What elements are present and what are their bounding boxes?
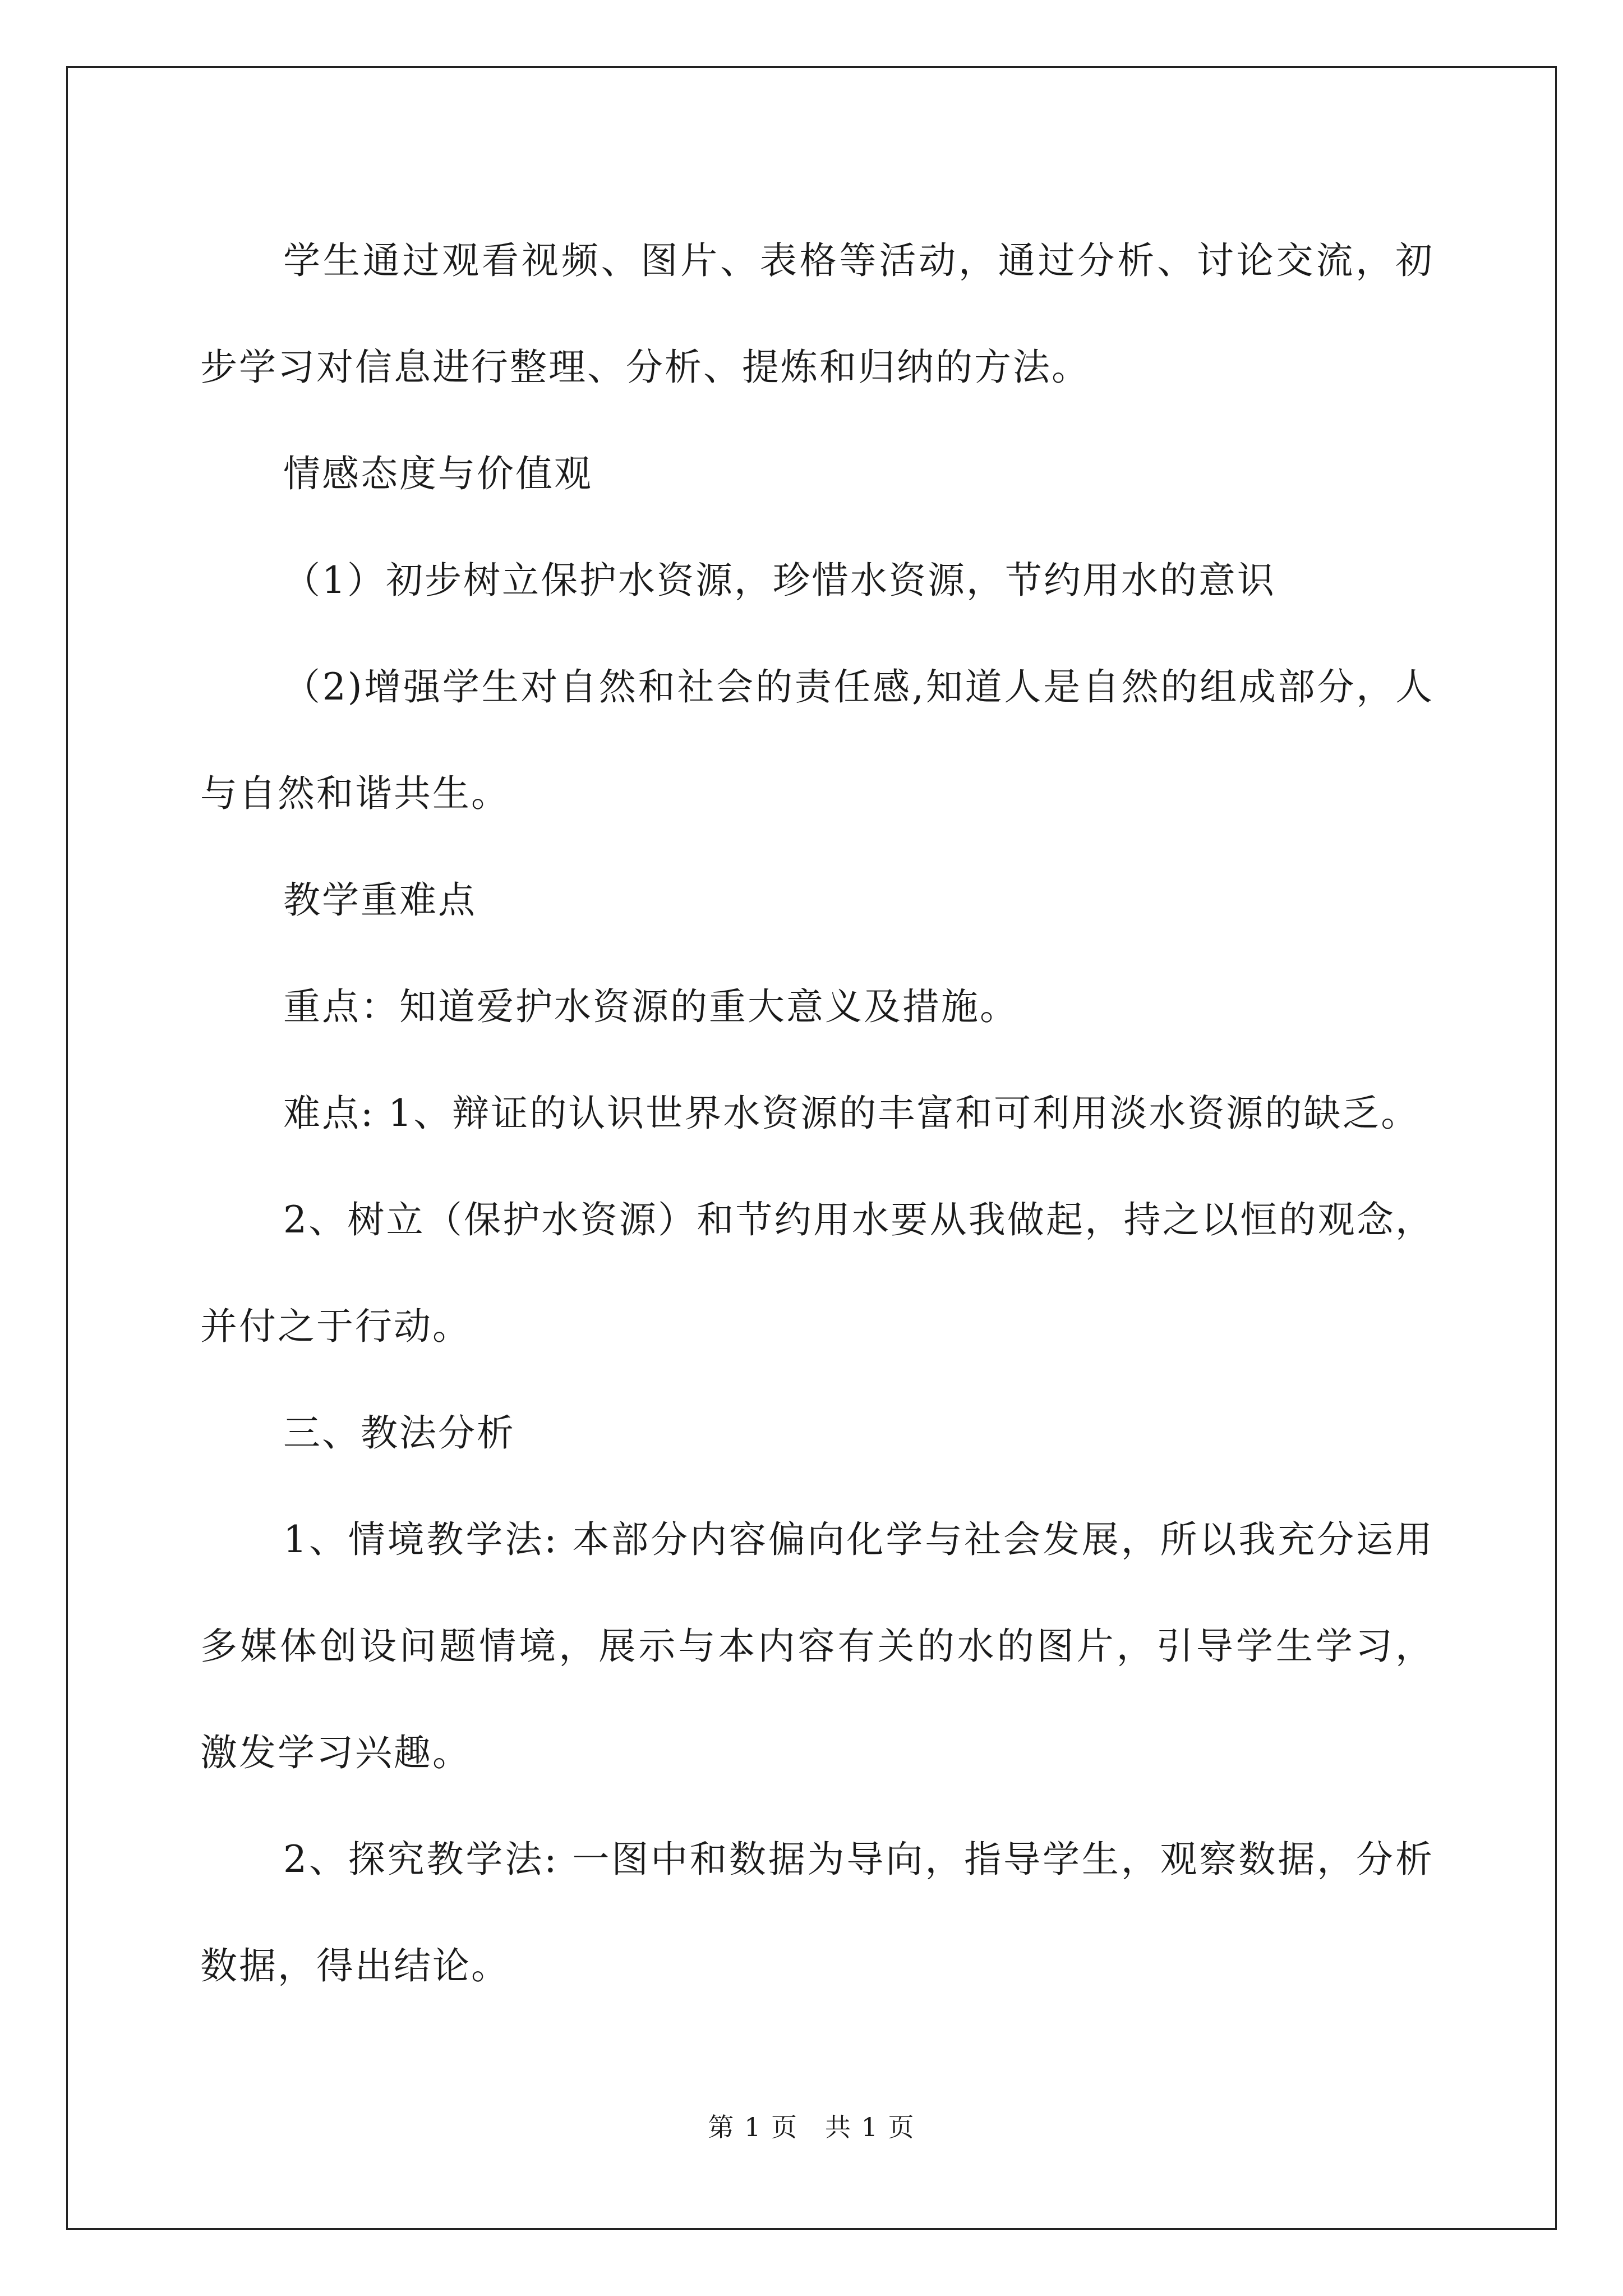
heading-teaching-method-analysis: 三、教法分析 <box>283 1411 515 1455</box>
paragraph-key-point: 重点：知道爱护水资源的重大意义及措施。 <box>283 985 1018 1028</box>
paragraph-goal-1: （1）初步树立保护水资源，珍惜水资源，节约用水的意识 <box>283 559 1276 602</box>
heading-key-difficult-points: 教学重难点 <box>283 878 477 922</box>
paragraph-goal-2: （2)增强学生对自然和社会的责任感,知道人是自然的组成部分，人与自然和谐共生。 <box>200 665 1434 815</box>
page-number-footer: 第 1 页 共 1 页 <box>708 2112 915 2142</box>
document-body <box>200 208 1434 2019</box>
paragraph-difficult-point-1: 难点: 1、辩证的认识世界水资源的丰富和可利用淡水资源的缺乏。 <box>283 1092 1420 1135</box>
paragraph-method-inquiry: 2、探究教学法: 一图中和数据为导向，指导学生，观察数据，分析数据，得出结论。 <box>200 1838 1434 1987</box>
paragraph-method-situational: 1、情境教学法: 本部分内容偏向化学与社会发展，所以我充分运用多媒体创设问题情境，展示与本内容有关的水的图片，引导学生学习，激发学习兴趣。 <box>200 1518 1434 1774</box>
heading-emotion-attitude-values: 情感态度与价值观 <box>283 452 593 495</box>
paragraph-process-method: 学生通过观看视频、图片、表格等活动，通过分析、讨论交流，初步学习对信息进行整理、分析、提炼和归纳的方法。 <box>200 239 1434 389</box>
paragraph-difficult-point-2: 2、树立（保护水资源）和节约用水要从我做起，持之以恒的观念，并付之于行动。 <box>200 1198 1434 1348</box>
